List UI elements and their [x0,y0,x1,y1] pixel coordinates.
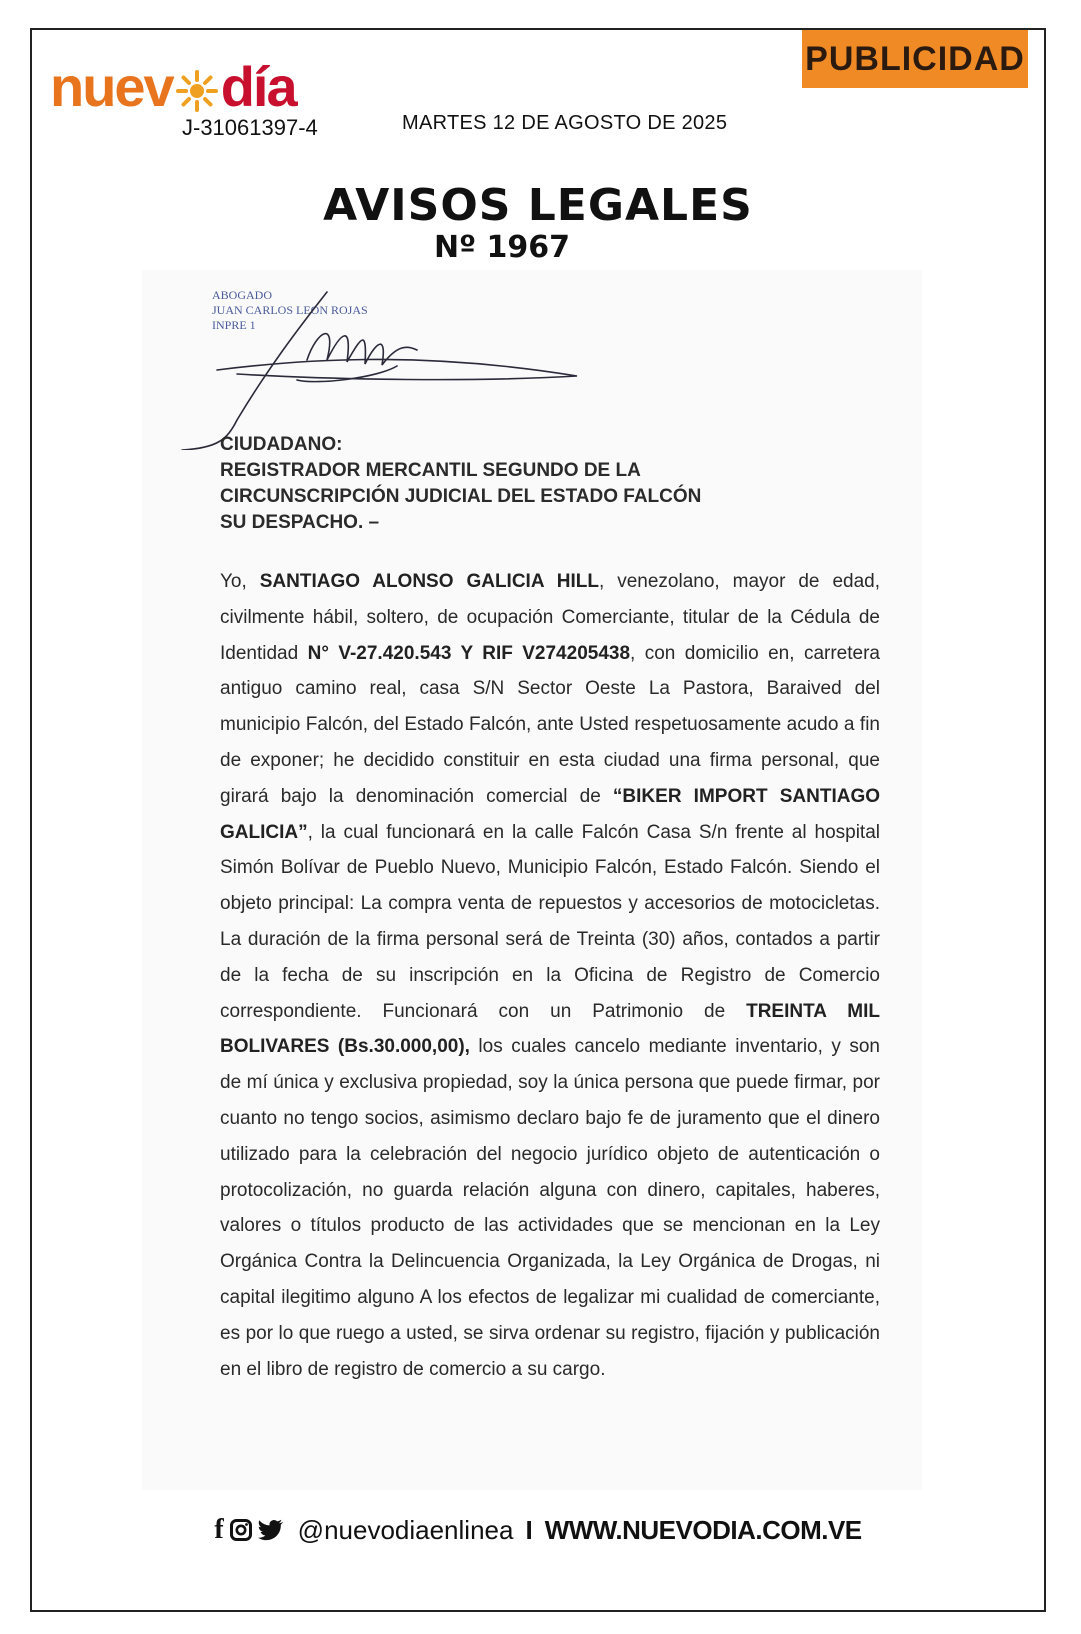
twitter-icon[interactable] [258,1519,284,1541]
addressee-line-3: CIRCUNSCRIPCIÓN JUDICIAL DEL ESTADO FALCÓN [220,486,702,507]
instagram-icon[interactable] [230,1519,252,1541]
stamp-line-3: INPRE 1 [212,318,256,332]
body-text-1: Yo, [220,571,260,592]
logo-text-dia: día [220,55,296,118]
rif-number: J-31061397-4 [182,115,318,140]
page-frame [30,28,1046,1612]
page-title: AVISOS LEGALES [323,180,753,231]
signature-icon [177,290,597,450]
facebook-icon[interactable]: f [214,1514,224,1545]
addressee-line-2: REGISTRADOR MERCANTIL SEGUNDO DE LA [220,460,641,481]
issue-number: Nº 1967 [434,230,570,265]
section-badge: PUBLICIDAD [802,30,1028,88]
notice-body [220,564,880,1387]
addressee-block [220,432,701,536]
stamp-line-1: ABOGADO [212,288,272,302]
addressee-line-4: SU DESPACHO. – [220,512,380,533]
applicant-name: SANTIAGO ALONSO GALICIA HILL [259,571,600,592]
newspaper-logo [50,55,296,118]
identity-number: N° V-27.420.543 Y RIF V274205438 [307,642,631,664]
logo-text-nuev: nuev [50,55,173,118]
body-text-3: , con domicilio en, carretera antiguo camino real, casa S/N Sector Oeste La Pastora, Baraived del municipio Falcón, del Estado Falcón, ante Usted respetuosamente acudo a fin de exponer; he decidido constituir en esta ciudad una firma personal, que girará bajo la denominación comercial de [220,642,880,807]
website-link[interactable]: WWW.NUEVODIA.COM.VE [544,1514,862,1545]
firm-name: “BIKER IMPORT SANTIAGO GALICIA” [220,785,880,843]
social-handle[interactable]: @nuevodiaenlinea [297,1514,514,1545]
footer [32,1514,1044,1546]
body-text-2: , venezolano, mayor de edad, civilmente hábil, soltero, de ocupación Comerciante, titular de la Cédula de Identidad [220,571,880,664]
body-text-4: , la cual funcionará en la calle Falcón Casa S/n frente al hospital Simón Bolívar de Pueblo Nuevo, Municipio Falcón, Estado Falcón. Siendo el objeto principal: La compra venta de repuestos y accesorios de motocicletas. La duración de la firma personal será de Treinta (30) años, contados a partir de la fecha de su inscripción en la Oficina de Registro de Comercio correspondiente. Funcionará con un Patrimonio de [220,821,880,1022]
stamp-line-2: JUAN CARLOS LEON ROJAS [212,303,368,317]
capital-amount: TREINTA MIL BOLIVARES (Bs.30.000,00), [220,1000,880,1058]
addressee-line-1: CIUDADANO: [220,434,343,455]
body-text-5: los cuales cancelo mediante inventario, y son de mí única y exclusiva propiedad, soy la única persona que puede firmar, por cuanto no tengo socios, asimismo declaro bajo fe de juramento que el dinero utilizado para la celebración del negocio jurídico objeto de autenticación o protocolización, no guarda relación alguna con dinero, capitales, haberes, valores o títulos producto de las actividades que se mencionan en la Ley Orgánica Contra la Delincuencia Organizada, la Ley Orgánica de Drogas, ni capital ilegitimo alguno A los efectos de legalizar mi cualidad de comerciante, es por lo que ruego a usted, se sirva ordenar su registro, fijación y publicación en el libro de registro de comercio a su cargo. [220,1036,880,1380]
footer-separator: I [525,1514,533,1545]
sun-icon [175,69,219,113]
publication-date: MARTES 12 DE AGOSTO DE 2025 [402,112,728,134]
